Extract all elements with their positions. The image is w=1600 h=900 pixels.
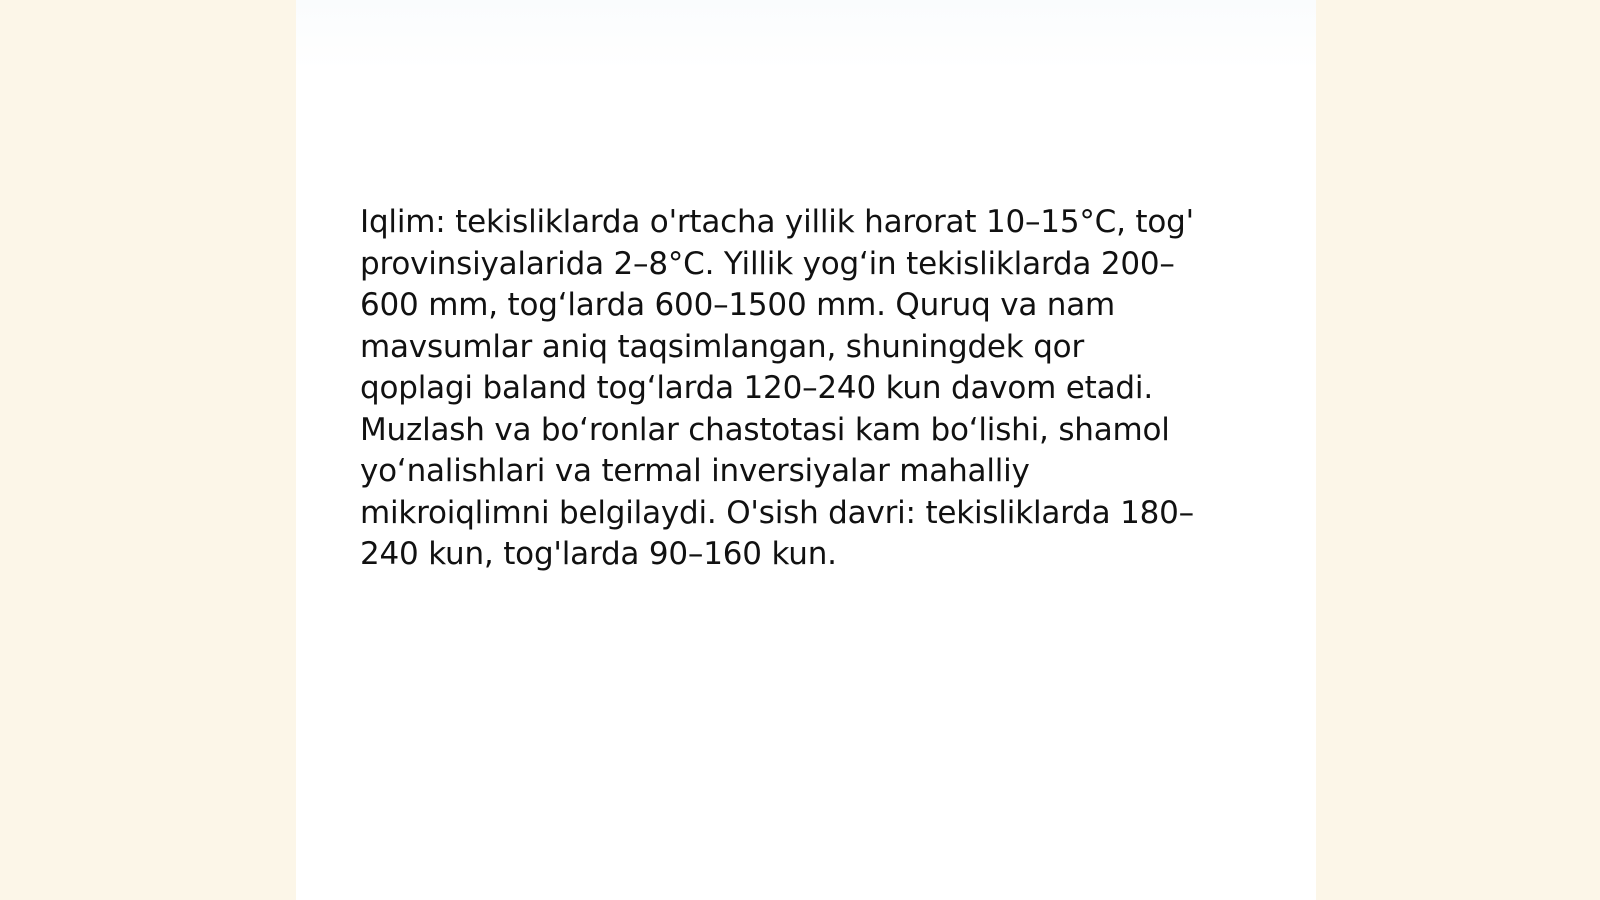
paragraph-line: mikroiqlimni belgilaydi. O'sish davri: tekisliklarda 180– (360, 494, 1194, 531)
paragraph-line: mavsumlar aniq taqsimlangan, shuningdek qor (360, 328, 1084, 365)
climate-paragraph (360, 202, 1260, 576)
left-margin-background (0, 0, 296, 900)
paragraph-line: 600 mm, tog‘larda 600–1500 mm. Quruq va nam (360, 287, 1116, 323)
right-margin-background (1316, 0, 1600, 900)
paragraph-line: 240 kun, tog'larda 90–160 kun. (360, 536, 837, 572)
paragraph-line: yo‘nalishlari va termal inversiyalar mahalliy (360, 453, 1030, 489)
paragraph-line: Iqlim: tekisliklarda o'rtacha yillik harorat 10–15°C, tog' (360, 204, 1194, 240)
paragraph-line: Muzlash va bo‘ronlar chastotasi kam bo‘lishi, shamol (360, 411, 1170, 448)
paragraph-line: qoplagi baland tog‘larda 120–240 kun davom etadi. (360, 370, 1153, 406)
document-page (296, 0, 1316, 900)
page-header-area (296, 0, 1316, 70)
paragraph-line: provinsiyalarida 2–8°C. Yillik yog‘in tekisliklarda 200– (360, 245, 1175, 282)
